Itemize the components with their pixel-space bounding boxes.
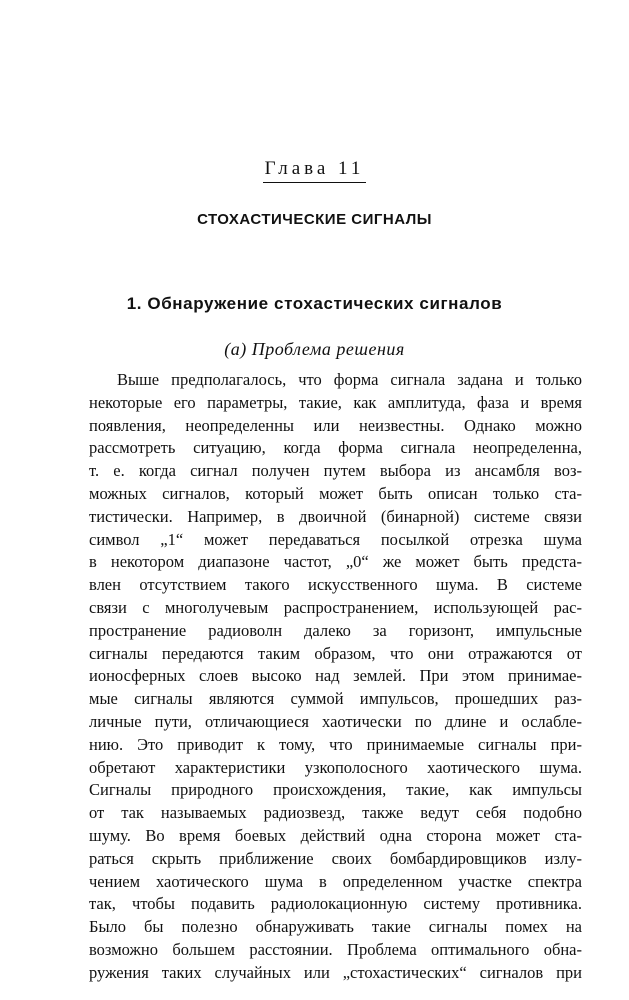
body-paragraph [89, 369, 582, 985]
text-line: так, чтобы подавить радиолокационную систему противника. [89, 894, 582, 914]
text-line: влен отсутствием такого искусственного шума. В системе [89, 575, 582, 595]
text-line: мые сигналы являются суммой импульсов, прошедших раз- [89, 689, 582, 709]
chapter-heading [0, 158, 629, 183]
text-line: ионосферных слоев высоко над землей. При этом принимае- [89, 666, 582, 686]
text-line: личные пути, отличающиеся хаотически по длине и ослабле- [89, 711, 582, 731]
section-title: 1. Обнаружение стохастических сигналов [126, 294, 503, 313]
text-line: Было бы полезно обнаруживать такие сигналы помех на [89, 917, 582, 937]
text-line: нию. Это приводит к тому, что принимаемые сигналы при- [89, 734, 582, 754]
text-line: обретают характеристики узкополосного хаотического шума. [89, 757, 582, 777]
text-line: символ „1“ может передаваться посылкой отрезка шума [89, 529, 582, 549]
chapter-label: Глава 11 [263, 158, 367, 183]
text-line: чением хаотического шума в определенном участке спектра [89, 871, 582, 891]
text-line: шуму. Во время боевых действий одна сторона может ста- [89, 825, 582, 845]
text-line: возможно большем расстоянии. Проблема оптимального обна- [89, 939, 582, 959]
text-line: от так называемых радиозвезд, также ведут себя подобно [89, 803, 582, 823]
text-line: можных сигналов, который может быть описан только ста- [89, 483, 582, 503]
chapter-title: СТОХАСТИЧЕСКИЕ СИГНАЛЫ [197, 211, 432, 228]
text-line: раться скрыть приближение своих бомбардировщиков излу- [89, 848, 582, 868]
text-line: т. е. когда сигнал получен путем выбора из ансамбля воз- [89, 461, 582, 481]
text-line: рассмотреть ситуацию, когда форма сигнала неопределенна, [89, 438, 582, 458]
text-line: Сигналы природного происхождения, такие, как импульсы [89, 780, 582, 800]
text-line: тистически. Например, в двоичной (бинарной) системе связи [89, 506, 582, 526]
text-line: пространение радиоволн далеко за горизонт, импульсные [89, 620, 582, 640]
text-line: сигналы передаются таким образом, что они отражаются от [89, 643, 582, 663]
text-line: связи с многолучевым распространением, использующей рас- [89, 597, 582, 617]
subsection-title: (а) Проблема решения [224, 339, 405, 359]
text-line: в некотором диапазоне частот, „0“ же может быть предста- [89, 552, 582, 572]
text-line: некоторые его параметры, такие, как амплитуда, фаза и время [89, 392, 582, 412]
text-line: появления, неопределенны или неизвестны. Однако можно [89, 415, 582, 435]
text-line: ружения таких случайных или „стохастических“ сигналов при [89, 962, 582, 982]
text-line: Выше предполагалось, что форма сигнала задана и только [117, 370, 582, 389]
